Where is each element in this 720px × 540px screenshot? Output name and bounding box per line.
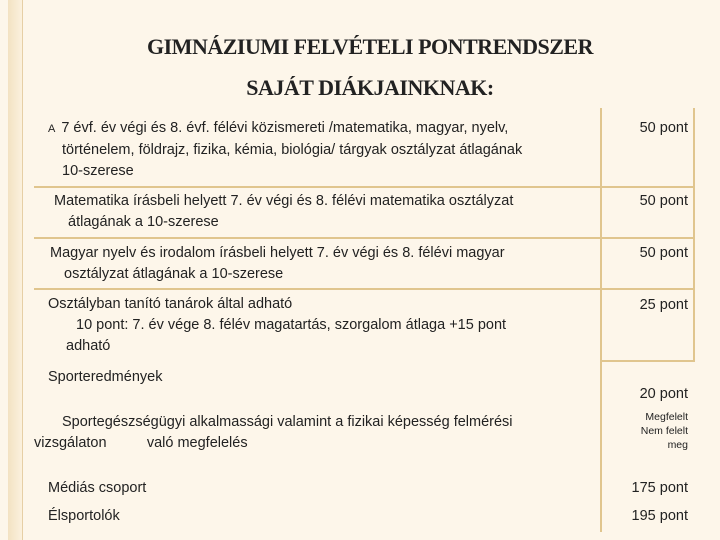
column-divider (600, 108, 602, 532)
row-divider (34, 186, 695, 188)
points-value: 20 pont (639, 386, 688, 402)
criterion-text: Sporteredmények (48, 369, 163, 385)
criterion-row-5 (48, 367, 596, 388)
criterion-text: Élsportolók (48, 508, 120, 524)
criterion-text: Osztályban tanító tanárok által adható (48, 296, 293, 312)
page-title-line-1: GIMNÁZIUMI FELVÉTELI PONTRENDSZER (147, 34, 593, 59)
points-value: 50 pont (639, 120, 688, 136)
page-title-line-2: SAJÁT DIÁKJAINKNAK: (246, 75, 494, 100)
points-status (641, 410, 688, 452)
row-divider (600, 360, 695, 362)
table-right-border (693, 108, 695, 362)
criterion-text: osztályzat átlagának a 10-szerese (64, 266, 284, 282)
criterion-row-8 (48, 506, 596, 527)
criterion-text: átlagának a 10-szerese (68, 214, 219, 230)
criterion-text: Magyar nyelv és irodalom írásbeli helyett 7. év végi és 8. félévi magyar (50, 245, 505, 261)
criterion-text: történelem, földrajz, fizika, kémia, biológia/ tárgyak osztályzat átlagának (62, 142, 523, 158)
criterion-row-1 (48, 118, 596, 182)
points-value: 195 pont (631, 508, 688, 524)
row-divider (34, 237, 695, 239)
points-value: 50 pont (639, 193, 688, 209)
points-status-line: meg (667, 439, 688, 451)
criterion-text: 10-szerese (62, 163, 134, 179)
criterion-row-3 (50, 243, 598, 285)
criterion-row-6 (34, 412, 596, 454)
criterion-row-4 (48, 294, 596, 357)
points-status-line: Megfelelt (645, 411, 688, 423)
criterion-row-7 (48, 478, 596, 499)
criterion-text: Médiás csoport (48, 480, 147, 496)
criterion-row-2 (54, 191, 599, 233)
criterion-text: vizsgálaton való megfelelés (34, 435, 248, 451)
points-value: 175 pont (631, 480, 688, 496)
criterion-text: 10 pont: 7. év vége 8. félév magatartás, szorgalom átlaga +15 pont (76, 317, 507, 333)
criterion-text: adható (66, 338, 111, 354)
row-divider (34, 288, 695, 290)
points-status-line: Nem felelt (640, 425, 688, 437)
criterion-text: 7 évf. év végi és 8. évf. félévi közismereti /matematika, magyar, nyelv, (61, 120, 509, 136)
criterion-text: Matematika írásbeli helyett 7. év végi és 8. félévi matematika osztályzat (54, 193, 514, 209)
row-bullet: A (48, 123, 56, 135)
points-value: 50 pont (639, 245, 688, 261)
criterion-text: Sportegészségügyi alkalmassági valamint a fizikai képesség felmérési (62, 414, 513, 430)
points-value: 25 pont (639, 297, 688, 313)
